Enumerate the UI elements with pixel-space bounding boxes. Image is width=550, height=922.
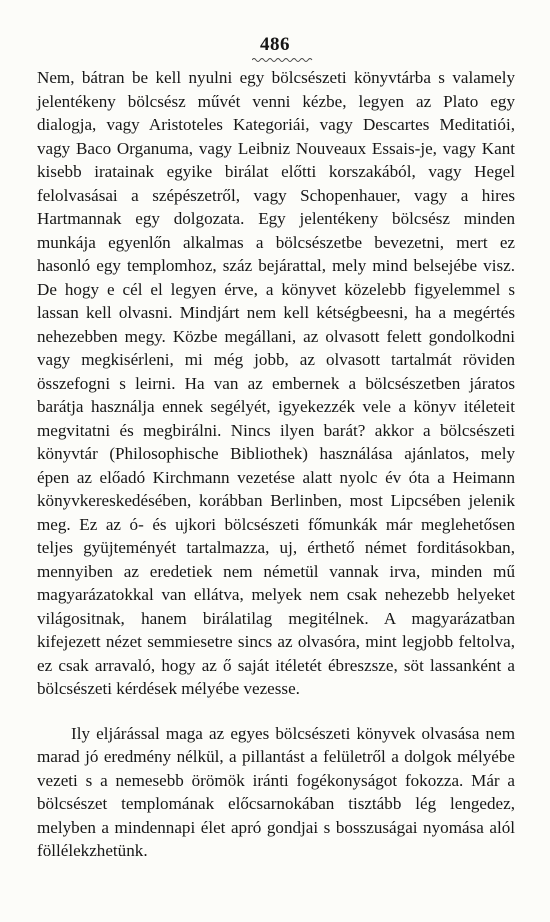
page-number: 486	[260, 34, 290, 55]
page-number-ornament	[252, 57, 314, 63]
paragraph: Nem, bátran be kell nyulni egy bölcsészeti könyvtárba s valamely jelentékeny bölcsész művét venni kézbe, legyen az Plato egy dialogja, vagy Aristoteles Kategoriái, vagy Descartes Meditatiói, vagy Baco Organuma, vagy Leibniz Nouveaux Essais-je, vagy Kant kisebb iratainak egyike birálat előtti korszakából, vagy Hegel felolvasásai a szépészetről, vagy Schopenhauer, vagy a hires Hartmannak egy dolgozata. Egy jelentékeny bölcsész minden munkája egyenlőn alkalmas a bölcsészetbe bevezetni, mert ez hasonló egy templomhoz, száz bejárattal, mely mind belsejébe visz. De hogy e cél el legyen érve, a könyvet közelebb figyelemmel s lassan kell olvasni. Mindjárt nem kell kétségbeesni, ha a megértés nehezebben megy. Közbe megállani, az olvasott felett gondolkodni vagy megkisérleni, mi még jobb, az olvasott tartalmát röviden összefogni s leirni. Ha van az embernek a bölcsészetben járatos barátja használja ennek segélyét, igyekezzék vele a könyv itéleteit megvitatni és megbirálni. Nincs ilyen barát? akkor a bölcsészeti könyvtár (Philosophische Bibliothek) használása ajánlatos, mely épen az előadó Kirchmann vezetése alatt nyolc év óta a Heimann könyvkereskedésében, korábban Berlinben, most Lipcsében jelenik meg. Ez az ó- és ujkori bölcsészeti főmunkák már meglehetősen teljes gyüjteményét tartalmazza, uj, érthető német forditásokban, mennyiben az eredetiek nem németül vannak irva, minden mű magyarázatokkal van ellátva, melyek nem csak nehezebb helyeket világositnak, hanem birálatilag megitélnek. A magyarázatban kifejezett nézet semmiesetre sincs az olvasóra, mint legjobb feltolva, ez csak arravaló, hogy az ő saját itéletét ébreszsze, söt lassanként a bölcsészeti kérdések mélyébe vezesse.	[37, 68, 515, 698]
paragraph: Ily eljárással maga az egyes bölcsészeti könyvek olvasása nem marad jó eredmény nélkül, a pillantást a felületről a dolgok mélyébe vezeti s a nemesebb örömök iránti fogékonyságot fokozza. Már a bölcsészet templomának előcsarnokában tisztább lég lengedez, melyben a mindennapi élet apró gondjai s bosszuságai nyomása alól föllélekzhetünk.	[37, 723, 515, 860]
body-text	[37, 66, 515, 863]
